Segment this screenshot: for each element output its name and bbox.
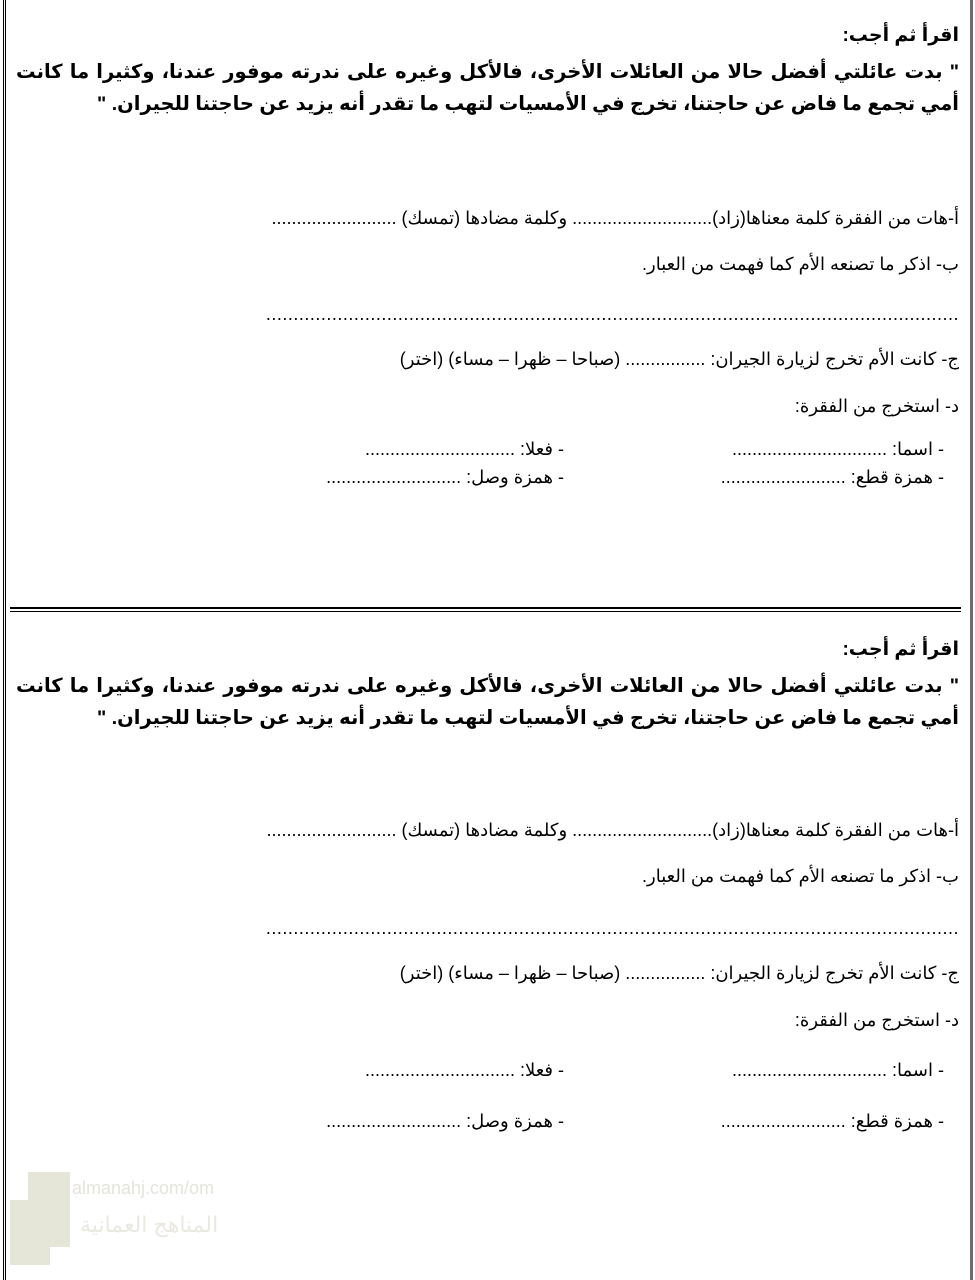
watermark — [10, 1170, 260, 1270]
section-title: اقرأ ثم أجب: — [842, 639, 959, 660]
reading-passage: " بدت عائلتي أفضل حالا من العائلات الأخرى، فالأكل وغيره على ندرته موفور عندنا، وكثيرا ما كانت أمي تجمع ما فاض عن حاجتنا، تخرج في الأمسيات لتهب ما تقدر أنه يزيد عن حاجتنا للجيران. " — [16, 61, 959, 115]
extract-hamza-wasl[interactable]: - همزة وصل: ........................... — [326, 1111, 564, 1131]
page-border-left — [3, 0, 6, 1280]
watermark-logo-block — [28, 1172, 70, 1247]
question-b: ب- اذكر ما تصنعه الأم كما فهمت من العبار. — [642, 866, 959, 886]
page-border-right — [970, 0, 973, 1280]
worksheet-section-1 — [12, 18, 959, 487]
extract-hamza-wasl[interactable]: - همزة وصل: ........................... — [326, 467, 564, 487]
watermark-arabic: المناهج العمانية — [80, 1212, 219, 1237]
extract-verb[interactable]: - فعلا: .............................. — [364, 1060, 564, 1080]
question-c[interactable]: ج- كانت الأم تخرج لزيارة الجيران: ................ (صباحا – ظهرا – مساء) (اختر) — [399, 963, 959, 983]
question-b-answer-line[interactable]: .............................................................................................................................. — [265, 304, 959, 324]
extract-hamza-qat[interactable]: - همزة قطع: ......................... — [720, 1111, 944, 1131]
section-divider — [10, 607, 961, 612]
reading-passage: " بدت عائلتي أفضل حالا من العائلات الأخرى، فالأكل وغيره على ندرته موفور عندنا، وكثيرا ما كانت أمي تجمع ما فاض عن حاجتنا، تخرج في الأمسيات لتهب ما تقدر أنه يزيد عن حاجتنا للجيران. " — [16, 675, 959, 729]
question-d: د- استخرج من الفقرة: — [794, 396, 959, 416]
question-a[interactable]: أ-هات من الفقرة كلمة معناها(زاد)............................ وكلمة مضادها (تمسك) ......................... — [271, 208, 959, 228]
watermark-url: almanahj.com/om — [72, 1178, 215, 1198]
extract-verb[interactable]: - فعلا: .............................. — [364, 439, 564, 459]
question-a[interactable]: أ-هات من الفقرة كلمة معناها(زاد)............................ وكلمة مضادها (تمسك) .......................... — [266, 820, 959, 840]
question-c[interactable]: ج- كانت الأم تخرج لزيارة الجيران: ................ (صباحا – ظهرا – مساء) (اختر) — [399, 349, 959, 369]
extract-hamza-qat[interactable]: - همزة قطع: ......................... — [720, 467, 944, 487]
section-title: اقرأ ثم أجب: — [842, 25, 959, 46]
watermark-logo-block — [10, 1200, 50, 1265]
question-b-answer-line[interactable]: .............................................................................................................................. — [265, 918, 959, 938]
extract-noun[interactable]: - اسما: ............................... — [731, 439, 944, 459]
worksheet-section-2 — [12, 632, 959, 1131]
question-b: ب- اذكر ما تصنعه الأم كما فهمت من العبار. — [642, 254, 959, 274]
extract-noun[interactable]: - اسما: ............................... — [731, 1060, 944, 1080]
question-d: د- استخرج من الفقرة: — [794, 1010, 959, 1030]
